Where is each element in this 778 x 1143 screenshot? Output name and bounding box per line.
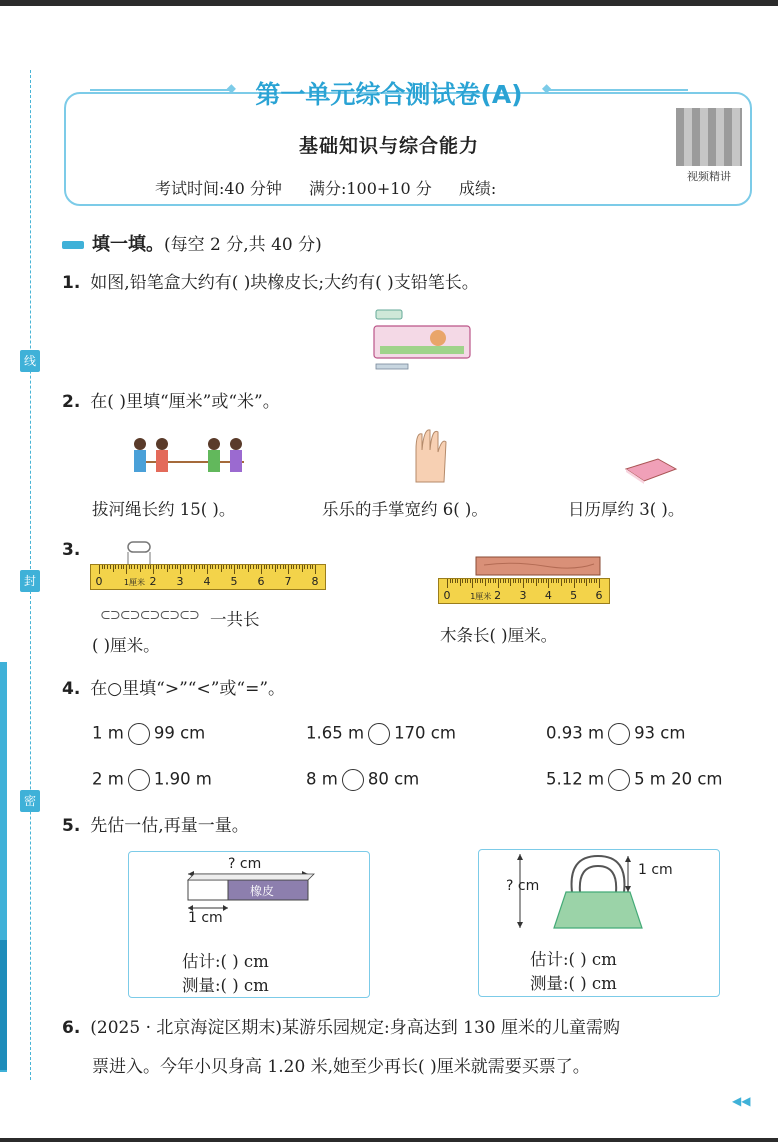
margin-char-mi: 密 — [20, 790, 40, 812]
question-number: 5. — [62, 816, 81, 836]
ruler-tick — [134, 565, 135, 569]
ruler-tick — [518, 579, 519, 583]
compare-circle[interactable] — [608, 723, 630, 745]
compare-circle[interactable] — [128, 723, 150, 745]
ruler-tick — [589, 579, 590, 583]
ruler-tick-label: 3 — [176, 575, 184, 588]
ruler-tick — [531, 579, 532, 583]
tug-of-war-illustration — [126, 432, 252, 488]
ruler-tick — [175, 565, 176, 569]
ruler-tick — [113, 565, 114, 572]
ruler-tick-label: 2 — [149, 575, 157, 588]
ruler-tick — [315, 565, 316, 574]
compare-item: 1 m 99 cm — [92, 723, 205, 745]
compare-circle[interactable] — [608, 769, 630, 791]
ruler-tick — [167, 565, 168, 572]
ruler-tick — [234, 565, 235, 574]
ruler-1 — [90, 564, 326, 590]
margin-char-feng: 封 — [20, 570, 40, 592]
question-text-line-1: (2025 · 北京海淀区期末)某游乐园规定:身高达到 130 厘米的儿童需购 — [90, 1018, 621, 1038]
question-6 — [62, 1015, 620, 1041]
pencil-shape — [376, 364, 408, 369]
ruler-tick — [564, 579, 565, 583]
ruler-tick — [505, 579, 506, 583]
page-title: 第一单元综合测试卷(A) — [255, 80, 523, 109]
ruler-tick — [455, 579, 456, 583]
ruler-tick — [594, 579, 595, 583]
ruler-tick — [526, 579, 527, 583]
ruler-tick — [223, 565, 224, 569]
ruler-tick — [237, 565, 238, 569]
ruler-tick — [161, 565, 162, 569]
ruler-tick — [150, 565, 151, 569]
ruler-tick — [291, 565, 292, 569]
bear-icon — [430, 330, 446, 346]
page-subtitle: 基础知识与综合能力 — [298, 135, 479, 157]
ruler-tick — [510, 579, 511, 586]
ruler-tick — [142, 565, 143, 569]
ruler-tick — [272, 565, 273, 569]
unit-length-label: 1 cm — [188, 910, 223, 926]
qr-code-image — [676, 108, 742, 166]
compare-item: 8 m 80 cm — [306, 769, 419, 791]
question-text: 如图,铅笔盒大约有( )块橡皮长;大约有( )支铅笔长。 — [90, 273, 479, 293]
ruler-tick — [118, 565, 119, 569]
ruler-tick — [470, 579, 471, 583]
ruler-tick — [450, 579, 451, 583]
ruler-tick — [153, 565, 154, 574]
ruler-tick-label: 6 — [257, 575, 265, 588]
ruler-tick — [137, 565, 138, 569]
ruler-tick — [191, 565, 192, 569]
score-label: 成绩: — [458, 179, 497, 198]
ruler-tick — [500, 579, 501, 583]
ruler-tick — [581, 579, 582, 583]
ruler-tick — [121, 565, 122, 569]
ruler-tick — [99, 565, 100, 574]
ruler-tick — [266, 565, 267, 569]
ruler-tick — [520, 579, 521, 583]
section-note: (每空 2 分,共 40 分) — [164, 235, 322, 255]
page-arrows-icon: ◀◀ — [732, 1094, 751, 1108]
ruler-tick — [261, 565, 262, 574]
ruler-tick — [584, 579, 585, 583]
compare-item: 5.12 m 5 m 20 cm — [546, 769, 723, 791]
ruler-tick — [115, 565, 116, 569]
question-5 — [62, 813, 249, 839]
ruler-tick — [498, 579, 499, 588]
ruler-tick-label: 1厘米 — [470, 592, 492, 601]
ruler-tick — [218, 565, 219, 569]
ruler-tick — [102, 565, 103, 569]
ruler-tick — [194, 565, 195, 572]
ruler-tick — [107, 565, 108, 569]
ruler-tick — [493, 579, 494, 583]
q3-left-text-2: ( )厘米。 — [92, 636, 160, 655]
clip-unit-label: 1 cm — [638, 862, 673, 878]
ruler-tick — [558, 579, 559, 583]
ruler-tick — [140, 565, 141, 572]
ruler-tick — [488, 579, 489, 583]
full-score: 满分:100+10 分 — [308, 179, 432, 198]
calendar-shape — [626, 459, 676, 481]
question-text: 在○里填“>”“<”或“=”。 — [90, 679, 286, 699]
question-4 — [62, 676, 285, 702]
ruler-tick — [508, 579, 509, 583]
ruler-tick — [576, 579, 577, 583]
ruler-tick — [503, 579, 504, 583]
ruler-tick — [215, 565, 216, 569]
ruler-tick — [480, 579, 481, 583]
question-number: 2. — [62, 392, 81, 412]
ruler-tick — [462, 579, 463, 583]
ruler-tick — [177, 565, 178, 569]
ruler-tick — [288, 565, 289, 574]
ruler-tick — [452, 579, 453, 583]
ruler-tick — [293, 565, 294, 569]
ruler-tick — [596, 579, 597, 583]
ruler-tick — [104, 565, 105, 569]
ruler-tick — [528, 579, 529, 583]
compare-item: 1.65 m 170 cm — [306, 723, 456, 745]
exam-time: 考试时间:40 分钟 — [155, 179, 282, 198]
question-text-line-2: 票进入。今年小贝身高 1.20 米,她至少再长( )厘米就需要买票了。 — [92, 1057, 590, 1077]
compare-item: 2 m 1.90 m — [92, 769, 212, 791]
left-measure: 测量:( ) cm — [182, 976, 269, 995]
ruler-tick — [164, 565, 165, 569]
ruler-tick-label: 7 — [284, 575, 292, 588]
ruler-tick — [131, 565, 132, 569]
question-text: 在( )里填“厘米”或“米”。 — [90, 392, 280, 412]
ruler-tick — [169, 565, 170, 569]
ruler-tick — [472, 579, 473, 588]
ruler-tick — [477, 579, 478, 583]
eraser-length-label: ? cm — [228, 856, 262, 872]
ruler-tick — [556, 579, 557, 583]
top-border — [0, 0, 778, 6]
section-heading — [62, 230, 322, 256]
ruler-tick — [548, 579, 549, 588]
ruler-2 — [438, 578, 610, 604]
pencil-box-illustration — [372, 306, 472, 372]
ruler-tick — [296, 565, 297, 569]
ruler-tick — [145, 565, 146, 569]
ruler-tick — [172, 565, 173, 569]
question-1 — [62, 270, 479, 296]
q2-item-palm: 乐乐的手掌宽约 6( )。 — [322, 500, 488, 519]
section-number-bar — [62, 241, 84, 249]
ruler-tick — [299, 565, 300, 569]
ruler-tick — [123, 565, 124, 569]
question-number: 4. — [62, 679, 81, 699]
ruler-tick-label: 4 — [544, 589, 552, 602]
eraser-shape — [376, 310, 402, 319]
ruler-tick — [269, 565, 270, 569]
ruler-tick — [231, 565, 232, 569]
ruler-tick — [275, 565, 276, 572]
ruler-tick — [156, 565, 157, 569]
ruler-tick — [188, 565, 189, 569]
ruler-tick — [569, 579, 570, 583]
ruler-tick — [591, 579, 592, 583]
ruler-tick — [239, 565, 240, 569]
ruler-tick-label: 4 — [203, 575, 211, 588]
ruler-tick — [126, 565, 127, 574]
ruler-tick — [185, 565, 186, 569]
ruler-tick-label: 3 — [519, 589, 527, 602]
paperclip-icon — [124, 536, 154, 566]
question-number: 1. — [62, 273, 81, 293]
ruler-tick — [110, 565, 111, 569]
pencil-box-grass — [380, 346, 464, 354]
ruler-tick — [277, 565, 278, 569]
ruler-tick — [148, 565, 149, 569]
ruler-tick — [465, 579, 466, 583]
ruler-tick-label: 5 — [230, 575, 238, 588]
ruler-tick-label: 0 — [95, 575, 103, 588]
q3-left-text-1: 一共长 — [210, 610, 260, 629]
question-2 — [62, 389, 280, 415]
ruler-tick — [258, 565, 259, 569]
ruler-tick — [571, 579, 572, 583]
question-text: 先估一估,再量一量。 — [90, 816, 249, 836]
clip-height-label: ? cm — [506, 878, 540, 894]
ruler-tick — [210, 565, 211, 569]
ruler-tick-label: 0 — [443, 589, 451, 602]
ruler-tick — [546, 579, 547, 583]
ruler-tick — [553, 579, 554, 583]
ruler-tick — [129, 565, 130, 569]
ruler-tick — [586, 579, 587, 586]
question-3 — [62, 537, 90, 563]
ruler-tick — [304, 565, 305, 569]
hand-illustration — [410, 428, 450, 486]
ruler-tick — [490, 579, 491, 583]
ruler-tick — [221, 565, 222, 572]
q2-item-rope: 拔河绳长约 15( )。 — [92, 500, 236, 519]
calendar-illustration — [622, 455, 678, 485]
ruler-tick — [536, 579, 537, 586]
ruler-tick — [599, 579, 600, 588]
ruler-tick — [302, 565, 303, 572]
ruler-tick-label: 2 — [494, 589, 502, 602]
ruler-tick — [180, 565, 181, 574]
ruler-tick — [242, 565, 243, 569]
ruler-tick — [513, 579, 514, 583]
qr-code[interactable] — [676, 108, 742, 186]
wood-strip-illustration — [474, 555, 602, 579]
margin-char-xian: 线 — [20, 350, 40, 372]
compare-circle[interactable] — [342, 769, 364, 791]
ruler-tick — [482, 579, 483, 583]
ruler-tick — [207, 565, 208, 574]
ruler-tick — [245, 565, 246, 569]
left-estimate: 估计:( ) cm — [182, 952, 269, 971]
right-measure: 测量:( ) cm — [530, 974, 617, 993]
ruler-tick — [541, 579, 542, 583]
ruler-tick — [212, 565, 213, 569]
ruler-tick — [280, 565, 281, 569]
section-title: 填一填。 — [92, 234, 164, 255]
compare-circle[interactable] — [128, 769, 150, 791]
ruler-tick — [199, 565, 200, 569]
ruler-tick — [561, 579, 562, 586]
ruler-tick — [183, 565, 184, 569]
ruler-tick — [248, 565, 249, 572]
ruler-tick — [485, 579, 486, 586]
ruler-tick — [250, 565, 251, 569]
ruler-tick — [538, 579, 539, 583]
bottom-border — [0, 1138, 778, 1142]
eraser-label: 橡皮 — [250, 884, 275, 898]
ruler-tick — [447, 579, 448, 588]
ruler-tick — [523, 579, 524, 588]
ruler-tick-label: 1厘米 — [123, 578, 145, 587]
left-tab-bar-dark — [0, 940, 7, 1070]
ruler-tick — [543, 579, 544, 583]
ruler-tick — [533, 579, 534, 583]
ruler-tick — [226, 565, 227, 569]
ruler-tick — [307, 565, 308, 569]
question-number: 3. — [62, 540, 81, 560]
ruler-tick — [204, 565, 205, 569]
palm-shape — [416, 430, 446, 482]
ruler-tick — [310, 565, 311, 569]
ruler-tick — [551, 579, 552, 583]
ruler-tick-label: 5 — [570, 589, 578, 602]
paperclip-chain: ⊂⊃⊂⊃⊂⊃⊂⊃⊂⊃ — [100, 608, 199, 623]
ruler-tick — [256, 565, 257, 569]
ruler-tick — [574, 579, 575, 588]
ruler-tick — [579, 579, 580, 583]
ruler-tick — [264, 565, 265, 569]
ruler-tick — [283, 565, 284, 569]
ruler-tick — [515, 579, 516, 583]
qr-label: 视频精讲 — [687, 170, 731, 183]
ruler-tick — [202, 565, 203, 569]
right-estimate: 估计:( ) cm — [530, 950, 617, 969]
ruler-tick-label: 8 — [311, 575, 319, 588]
q2-item-calendar: 日历厚约 3( )。 — [568, 500, 685, 519]
ruler-tick — [229, 565, 230, 569]
ruler-tick — [285, 565, 286, 569]
compare-item: 0.93 m 93 cm — [546, 723, 685, 745]
compare-circle[interactable] — [368, 723, 390, 745]
ruler-tick — [475, 579, 476, 583]
ruler-tick — [253, 565, 254, 569]
ruler-tick — [158, 565, 159, 569]
ruler-tick — [312, 565, 313, 569]
ruler-tick — [460, 579, 461, 586]
ruler-tick — [196, 565, 197, 569]
ruler-tick — [495, 579, 496, 583]
ruler-tick — [467, 579, 468, 583]
ruler-tick — [566, 579, 567, 583]
exam-info — [155, 176, 518, 199]
question-number: 6. — [62, 1018, 81, 1038]
ruler-tick-label: 6 — [595, 589, 603, 602]
ruler-tick — [457, 579, 458, 583]
q3-right-text: 木条长( )厘米。 — [440, 626, 558, 645]
